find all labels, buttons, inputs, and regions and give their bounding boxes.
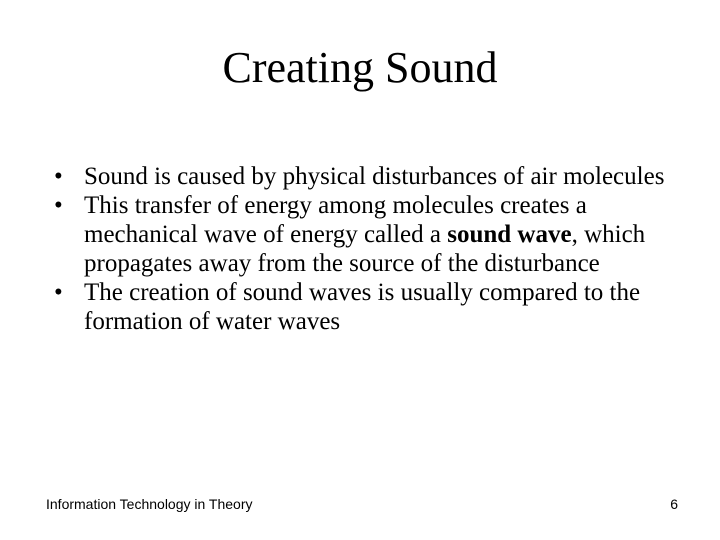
- bullet-item: [54, 162, 684, 191]
- bold-term: sound wave: [447, 221, 572, 248]
- bullet-marker: •: [54, 279, 63, 306]
- bullet-marker: •: [54, 192, 63, 219]
- bullet-list: [54, 162, 684, 336]
- bullet-text: This transfer of energy among molecules creates a mechanical wave of energy called a: [84, 192, 587, 248]
- bullet-text: , which propagates away from the source of the disturbance: [84, 221, 646, 277]
- slide-title: Creating Sound: [222, 43, 498, 92]
- bullet-text: Sound is caused by physical disturbances of air molecules: [84, 163, 665, 190]
- bullet-marker: •: [54, 163, 63, 190]
- bullet-item: [54, 191, 684, 278]
- footer-text: Information Technology in Theory: [46, 496, 253, 512]
- bullet-item: [54, 278, 684, 336]
- bullet-text: The creation of sound waves is usually compared to the formation of water waves: [84, 279, 641, 335]
- page-number: 6: [670, 496, 678, 512]
